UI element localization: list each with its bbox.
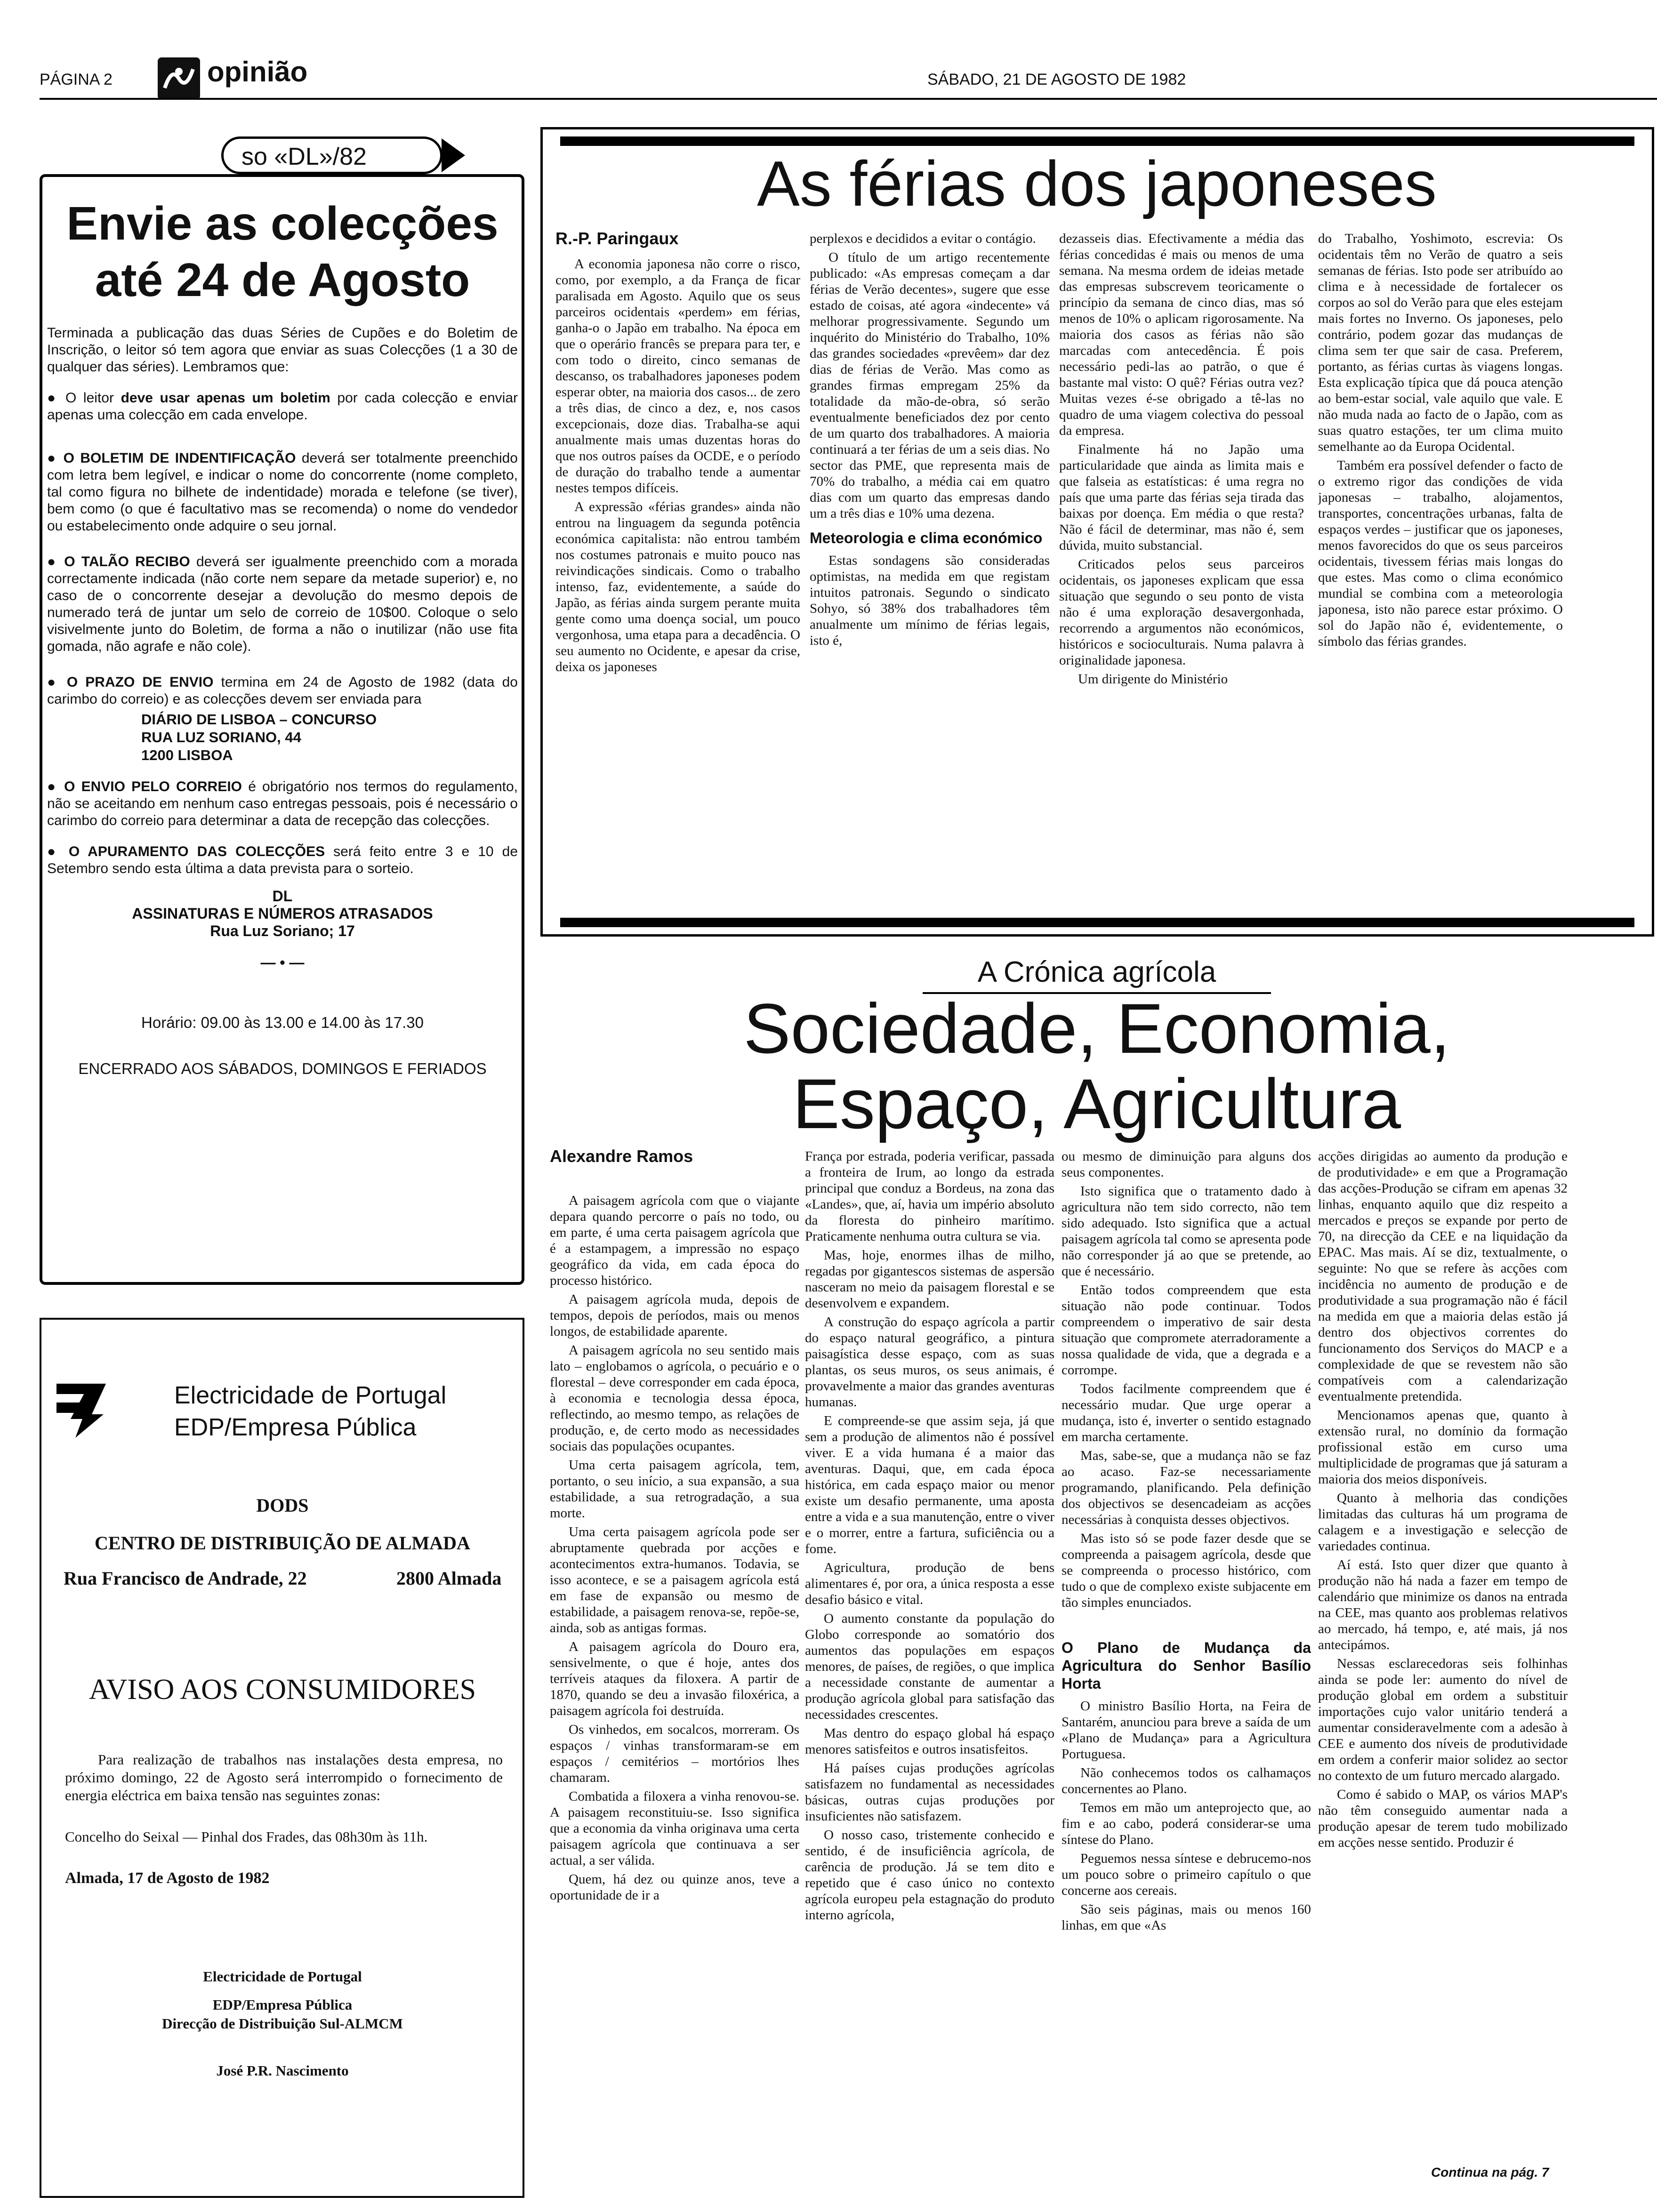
- contest-rule-2: [47, 450, 518, 535]
- edp-dods: DODS: [256, 1495, 309, 1516]
- bullet-icon: ●: [47, 390, 59, 406]
- edp-company-name: Electricidade de Portugal: [174, 1382, 447, 1409]
- rule-6-bold: O APURAMENTO DAS COLECÇÕES: [68, 844, 325, 859]
- rule-3-text: deverá ser igualmente preenchido com a morada correctamente indicada (não corte nem separe da metade superior) e, no caso de o concorrente desejar a devolução do mesmo depois de numerado terá de juntar um selo de correio de 10$00. Coloque o selo visivelmente junto do Boletim, de forma a não o inutilizar (não use fita gomada, não agrafe e não cole).: [47, 554, 518, 654]
- agri-c1-p8: Combatida a filoxera a vinha renovou-se. A paisagem reconstituiu-se. Isso significa que a economia da vinha originava uma certa paisagem agrícola que continuava a ser actual, a ser válida.: [550, 1789, 799, 1868]
- rule-1-bold: deve usar apenas um boletim: [121, 390, 330, 406]
- japan-c1-p2: A expressão «férias grandes» ainda não entrou na linguagem da segunda potência económica capitalista: não entrou também nos costumes patronais e muito pouco nas reivindicações sindicais. Como o trabalho intenso, faz, evidentemente, a saúde do Japão, as férias ainda surgem perante muita gente como uma doença social, um pouco vergonhosa, uma etapa para a decadência. O seu aumento no Ocidente, e apesar da crise, deixa os japoneses: [555, 499, 800, 674]
- edp-signature: [42, 1967, 523, 2080]
- logo-emblem-icon: [158, 57, 200, 100]
- contest-rule-6: [47, 843, 518, 877]
- contest-intro: Terminada a publicação das duas Séries de Cupões e do Boletim de Inscrição, o leitor só tem agora que enviar as suas Colecções (1 a 30 de qualquer das séries). Lembramos que:: [47, 325, 518, 375]
- contest-rule-4: [47, 674, 518, 708]
- agri-c1-p6: A paisagem agrícola do Douro era, sensivelmente, o que é hoje, antes dos terríveis ataques da filoxera. A partir de 1870, quando se deu a invasão filoxérica, a paisagem agrícola foi destruída.: [550, 1639, 799, 1718]
- rule-2-bold: O BOLETIM DE INDENTIFICAÇÃO: [63, 450, 296, 466]
- agri-c2-p9: O nosso caso, tristemente conhecido e sentido, é de insuficiência agrícola, de carência de produção. Já se tem dito e repetido que é caso único no contexto agrícola europeu pela estagnação do produto interno agrícola,: [805, 1827, 1054, 1923]
- agri-c1-p4: Uma certa paisagem agrícola, tem, portanto, o seu início, a sua expansão, a sua estabilidade, a sua retrogradação, a sua morte.: [550, 1458, 799, 1521]
- header-rule: [40, 98, 1657, 100]
- agri-kicker: A Crónica agrícola: [977, 956, 1216, 988]
- agri-c3-p5: Mas, sabe-se, que a mudança não se faz ao acaso. Faz-se necessariamente programando, planificando. Pela definição dos objectivos se desencadeiam as acções necessárias à conquista desses objectivos.: [1062, 1448, 1311, 1527]
- agri-c4-p6: Como é sabido o MAP, os vários MAP's não têm conseguido aumentar nada a produção apesar de terem tudo mobilizado em acções nesse sentido. Produzir é: [1318, 1787, 1568, 1850]
- agri-c3-p10: Peguemos nessa síntese e debrucemo-nos um pouco sobre o primeiro capítulo o que concerne aos cereais.: [1062, 1851, 1311, 1898]
- edp-lightning-icon: [54, 1379, 111, 1440]
- agri-c4-p2: Mencionamos apenas que, quanto à extensão rural, no domínio da formação profissional estão em curso uma multiplicidade de programas que já saturam a maioria dos meios disponíveis.: [1318, 1408, 1568, 1487]
- rule-1-pre: O leitor: [65, 390, 114, 406]
- agri-c4-p1: acções dirigidas ao aumento da produção e de produtividade» e em que a Programação das acções-Produção se cifram em apenas 32 linhas, enquanto aquilo que diz respeito a mercados e preços se expande por perto de 70, na direcção da CEE e na liquidação da EPAC. Mas mais. Aí se diz, textualmente, o seguinte: No que se refere às acções com incidência no aumento de produção e de produtividade a sua programação não é fácil na medida em que a maioria delas estão já dentro dos objectivos correntes do funcionamento dos Serviços do MACP e a complexidade de que se revestem não são compatíveis com a calendarização eventualmente pretendida.: [1318, 1149, 1568, 1404]
- japan-author: R.-P. Paringaux: [555, 231, 679, 248]
- agri-c3-p6: Mas isto só se pode fazer desde que se compreenda a paisagem agrícola, desde que se compreenda o processo histórico, com tudo o que de complexo existe subjacente em tão simples enunciados.: [1062, 1531, 1311, 1610]
- agri-subheading: O Plano de Mudança da Agricultura do Senhor Basílio Horta: [1062, 1639, 1311, 1692]
- agri-c3-p9: Temos em mão um anteprojecto que, ao fim e ao cabo, poderá considerar-se uma síntese do Plano.: [1062, 1800, 1311, 1847]
- edp-company-type: EDP/Empresa Pública: [174, 1414, 417, 1441]
- section-title: opinião: [207, 56, 308, 88]
- contest-rule-3: [47, 553, 518, 655]
- japan-col-4: [1318, 231, 1563, 908]
- japan-c2-p2: O título de um artigo recentemente publicado: «As empresas começam a dar férias de Verão decentes», sugere que esse estado de coisas, até agora «indecente» vá melhorar progressivamente. Segundo um inquérito do Ministério do Trabalho, 10% das grandes sociedades «prevêem» dar dez dias de férias de Verão. Mas como as grandes firmas empregam 25% da totalidade da mão-de-obra, só serão eventualmente beneficiados dez por cento de um quarto dos trabalhadores. A maioria continuará a ter férias de um a seis dias. No sector das PME, que representa mais de 70% do trabalho, a média cai em quatro dias com um quarto das empresas dando um a três dias e 10% uma dezena.: [810, 250, 1050, 521]
- japan-col-1: [555, 231, 800, 908]
- japan-c2-p1: perplexos e decididos a evitar o contágio.: [810, 231, 1036, 246]
- contest-arrow-icon: [442, 138, 465, 172]
- japan-title: As férias dos japoneses: [757, 148, 1437, 219]
- japan-bottom-rule: [560, 918, 1634, 927]
- japan-c4-p2: Também era possível defender o facto de o extremo rigor das condições de vida japonesas – trabalho, alojamentos, transportes, concentrações urbanas, falta de espaços verdes – justificar que os japoneses, menos favorecidos do que os seus parceiros ocidentais, tivessem férias mais longas do que estes. Mas como o clima económico mundial se combina com a meteorologia japonesa, isto não parece estar próximo. O sol do Japão não é, evidentemente, o símbolo das férias grandes.: [1318, 458, 1563, 649]
- contest-headline-2: até 24 de Agosto: [95, 254, 470, 306]
- japan-top-rule: [560, 136, 1634, 146]
- edp-sig-1: Electricidade de Portugal: [203, 1968, 362, 1985]
- rule-4-bold: O PRAZO DE ENVIO: [66, 674, 214, 690]
- edp-centro: CENTRO DE DISTRIBUIÇÃO DE ALMADA: [95, 1532, 470, 1554]
- bullet-icon: ●: [47, 779, 58, 794]
- japan-c1-p1: A economia japonesa não corre o risco, como, por exemplo, a da França de ficar paralisada em Agosto. Aquilo que os seus parceiros ocidentais «perdem» em férias, ganha-o o Japão em trabalho. Na época em que o operário francês se prepara para ter, e com todo o direito, cinco semanas de descanso, os trabalhadores japoneses podem esperar obter, na maioria dos casos... de zero a três dias, de cinco a dez, e, nos casos excepcionais, doze dias. Trabalha-se aqui anualmente mais umas duzentas horas do que nos outros países da OCDE, e o período de duração do trabalho tende a aumentar nestes tempos difíceis.: [555, 256, 800, 496]
- agri-c2-p4: E compreende-se que assim seja, já que sem a produção de alimentos não é possível viver. E a vida humana é a maior das aventuras. Daqui, que, em cada época histórica, em cada espaço maior ou menor existe um desafio permanente, uma aposta entre a vida e a sua manutenção, entre o viver e o morrer, entre a fartura, suficiência ou a fome.: [805, 1413, 1054, 1556]
- section-logo: [158, 57, 200, 100]
- contest-banner: [221, 136, 442, 174]
- bullet-icon: ●: [47, 450, 58, 466]
- rule-5-text: é obrigatório nos termos do regulamento, não se aceitando em nenhum caso entregas pessoais, pois é necessário o carimbo do correio para determinar a data de recepção das colecções.: [47, 779, 518, 828]
- contest-headline-1: Envie as colecções: [66, 197, 499, 250]
- agri-c4-p4: Aí está. Isto quer dizer que quanto à produção não há nada a fazer em tempo de calendário que minimize os danos na entrada na CEE, mas quanto aos problemas relativos ao mercado, há tempo, e, até mais, já nos antecipámos.: [1318, 1557, 1568, 1652]
- rule-4-text: termina em 24 de Agosto de 1982 (data do carimbo do correio) e as colecções devem ser enviada para: [47, 674, 518, 707]
- edp-notice-body: Para realização de trabalhos nas instalações desta empresa, no próximo domingo, 22 de Agosto será interrompido o fornecimento de energia eléctrica em baixa tensão nas seguintes zonas:: [65, 1751, 503, 1803]
- agri-continued: Continua na pág. 7: [1431, 2165, 1549, 2180]
- japan-c3-p4: Um dirigente do Ministério: [1078, 672, 1228, 687]
- agri-c2-p2: Mas, hoje, enormes ilhas de milho, regadas por gigantescos sistemas de aspersão nasceram no meio da paisagem florestal e se desenvolvem e expandem.: [805, 1248, 1054, 1311]
- edp-sig-2: EDP/Empresa Pública: [212, 1996, 353, 2013]
- agri-c3-p1: ou mesmo de diminuição para alguns dos seus componentes.: [1062, 1149, 1311, 1180]
- japan-subheading: Meteorologia e clima económico: [810, 529, 1043, 546]
- agri-col-1: [550, 1148, 799, 2184]
- agri-col-2: [805, 1148, 1054, 2184]
- edp-logo: [54, 1379, 111, 1440]
- page-number: PÁGINA 2: [40, 71, 113, 88]
- agri-c1-p2: A paisagem agrícola muda, depois de tempos, depois de períodos, mais ou menos longos, de estabilidade aparente.: [550, 1292, 799, 1339]
- contest-address: [141, 711, 518, 764]
- contest-dl: DL: [272, 888, 293, 905]
- agri-c3-p2: Isto significa que o tratamento dado à agricultura não tem sido correcto, não tem sido adequado. Isto significa que a actual paisagem agrícola tal como se apresenta pode não corresponder já ao que se pretende, ao que é necessário.: [1062, 1184, 1311, 1279]
- japan-c3-p1: dezasseis dias. Efectivamente a média das férias concedidas é mais ou menos de uma semana. Na mesma ordem de ideias metade das empresas subscrevem teoricamente o princípio da semana de cinco dias, mas só menos de 10% o aplicam rigorosamente. Na maioria dos casos as férias não são marcadas com antecedência. É pois necessário pedi-las ao patrão, o que é bastante mal visto: O quê? Férias outra vez? Muitas vezes é-se obrigado a tê-las no quadro de uma viagem colectiva do pessoal da empresa.: [1059, 231, 1304, 438]
- agri-c3-p3: Então todos compreendem que esta situação não pode continuar. Todos compreendem o imperativo de sair desta situação que compromete aterradoramente a nossa qualidade de vida, que a degrada e a corrompe.: [1062, 1282, 1311, 1378]
- agri-c1-p1: A paisagem agrícola com que o viajante depara quando percorre o país no todo, ou em parte, é uma certa paisagem agrícola que é a estampagem, a impressão no espaço geográfico da vida, em cada época do processo histórico.: [550, 1193, 799, 1288]
- rule-1-post: por cada colecção e enviar apenas uma colecção em cada envelope.: [47, 390, 518, 423]
- agri-c2-p7: Mas dentro do espaço global há espaço menores satisfeitos e outros insatisfeitos.: [805, 1726, 1054, 1757]
- edp-sig-3: Direcção de Distribuição Sul-ALMCM: [162, 2015, 403, 2032]
- issue-date: SÁBADO, 21 DE AGOSTO DE 1982: [927, 71, 1186, 88]
- contest-rule-1: [47, 390, 518, 424]
- contest-subscriptions: ASSINATURAS E NÚMEROS ATRASADOS: [132, 905, 433, 922]
- agri-author: Alexandre Ramos: [550, 1148, 693, 1166]
- edp-street: Rua Francisco de Andrade, 22: [64, 1568, 307, 1589]
- contest-hours: Horário: 09.00 às 13.00 e 14.00 às 17.30: [141, 1014, 424, 1031]
- agri-c3-p7: O ministro Basílio Horta, na Feira de Santarém, anunciou para breve a saída de um «Plano de Mudança» para a Agricultura Portuguesa.: [1062, 1699, 1311, 1762]
- agri-c1-p3: A paisagem agrícola no seu sentido mais lato – englobamos o agrícola, o pecuário e o florestal – deve corresponder em cada época, à economia e tecnologia dessa época, reflectindo, ao mesmo tempo, as relações de produção, e, de certo modo as necessidades sociais das populações ocupantes.: [550, 1343, 799, 1454]
- agri-c3-p11: São seis páginas, mais ou menos 160 linhas, em que «As: [1062, 1902, 1311, 1933]
- japan-col-3: [1059, 231, 1304, 908]
- agri-c1-p7: Os vinhedos, em socalcos, morreram. Os espaços / vinhas transformaram-se em espaços / cemitérios – mortórios lhes chamaram.: [550, 1722, 799, 1785]
- agri-c3-p4: Todos facilmente compreendem que é necessário mudar. Que urge operar a mudança, isto é, inverter o sentido estagnado em marcha certamente.: [1062, 1381, 1311, 1444]
- edp-notice: [65, 1751, 503, 1887]
- agri-c3-p8: Não conhecemos todos os calhamaços concernentes ao Plano.: [1062, 1765, 1311, 1796]
- bullet-icon: ●: [47, 554, 58, 569]
- japan-col-2: [810, 231, 1050, 908]
- contest-banner-label: so «DL»/82: [241, 143, 367, 170]
- agri-c1-p9: Quem, há dez ou quinze anos, teve a oportunidade de ir a: [550, 1872, 799, 1903]
- agri-col-4: [1318, 1148, 1568, 2156]
- address-line-3: 1200 LISBOA: [141, 747, 233, 763]
- agri-c2-p5: Agricultura, produção de bens alimentares é, por ora, a única resposta a esse desafio básico e vital.: [805, 1560, 1054, 1607]
- rule-2-text: deverá ser totalmente preenchido com letra bem legível, e indicar o nome do concorrente (nome completo, tal como figura no bilhete de indentidade) morada e telefone (se tiver), bem como (o que é facultativo mas se recomenda) o nome do vendedor ou estabelecimento onde adquire o seu jornal.: [47, 450, 518, 534]
- agri-c4-p3: Quanto à melhoria das condições limitadas das culturas há um programa de calagem e a investigação e selecção de variedades continua.: [1318, 1491, 1568, 1554]
- edp-zip: 2800 Almada: [396, 1568, 502, 1589]
- rule-3-bold: O TALÃO RECIBO: [64, 554, 190, 569]
- edp-notice-zone: Concelho do Seixal — Pinhal dos Frades, das 08h30m às 11h.: [65, 1828, 428, 1845]
- japan-c3-p3: Criticados pelos seus parceiros ocidentais, os japoneses explicam que essa situação que segundo o seu ponto de vista não é uma exploração desavergonhada, recorrendo a argumentos não económicos, históricos e socioculturais. Numa palavra à originalidade japonesa.: [1059, 557, 1304, 668]
- contest-closed: ENCERRADO AOS SÁBADOS, DOMINGOS E FERIADOS: [78, 1060, 487, 1077]
- japan-c2-p3: Estas sondagens são consideradas optimistas, na medida em que registam intuitos patronais. Segundo o sindicato Sohyo, só 38% dos trabalhadores têm anualmente um mínimo de férias legais, isto é,: [810, 553, 1050, 648]
- japan-c4-p1: do Trabalho, Yoshimoto, escrevia: Os ocidentais têm no Verão de quatro a seis semanas de férias. Isto pode ser atribuído ao clima e à necessidade de fortalecer os corpos ao sol do Verão para que eles estejam mais fortes no Inverno. Os japoneses, pelo contrário, podem gozar das mudanças de clima sem ter que sair de casa. Preferem, portanto, as férias curtas às viagens longas. Esta explicação típica que dá pouca atenção ao bem-estar social, vale aquilo que vale. E não muda nada ao facto de o Japão, com as suas quatro estações, ter um clima muito semelhante ao da Europa Ocidental.: [1318, 231, 1563, 454]
- address-line-1: DIÁRIO DE LISBOA – CONCURSO: [141, 711, 377, 728]
- agri-c4-p5: Nessas esclarecedoras seis folhinhas ainda se pode ler: aumento do nível de produção global em ordem a substituir importações cujo valor unitário tenderá a aumentar consideravelmente com a adesão à CEE e aumento dos níveis de produtividade em ordem a conferir maior solidez ao sector no contexto de um futuro mercado alargado.: [1318, 1656, 1568, 1783]
- agri-c2-p1: França por estrada, poderia verificar, passada a fronteira de Irum, ao longo da estrada principal que conduz a Bordeus, na zona das «Landes», que, aí, havia um império absoluto da floresta do pinheiro marítimo. Praticamente nenhuma outra cultura se via.: [805, 1149, 1054, 1244]
- agri-col-3: [1062, 1148, 1311, 2184]
- agri-c1-p5: Uma certa paisagem agrícola pode ser abruptamente quebrada por acções e acontecimentos extra-humanos. Todavia, se isso acontece, e se a paisagem agrícola está em fase de expansão ou mesmo de estabilidade, a paisagem renova-se, repõe-se, ainda, sob as antigas formas.: [550, 1524, 799, 1635]
- rule-5-bold: O ENVIO PELO CORREIO: [64, 779, 242, 794]
- agri-title-1: Sociedade, Economia,: [743, 989, 1450, 1068]
- edp-notice-date: Almada, 17 de Agosto de 1982: [65, 1869, 270, 1887]
- edp-aviso: AVISO AOS CONSUMIDORES: [88, 1674, 476, 1706]
- contest-rules: [47, 325, 518, 1078]
- bullet-icon: ●: [47, 844, 60, 859]
- japan-c3-p2: Finalmente há no Japão uma particularidade que ainda as limita mais e que falseia as estatísticas: é uma regra no país que uma parte das férias seja tirada das baixas por doença. Em média o que resta? Não é fácil de determinar, mas não é, sem dúvida, muito substancial.: [1059, 442, 1304, 553]
- agri-c2-p3: A construção do espaço agrícola a partir do espaço natural geográfico, a pintura paisagística desse espaço, com as suas plantas, os seus muros, os seus animais, é provavelmente a maior das grandes aventuras humanas.: [805, 1314, 1054, 1410]
- rule-6-text: será feito entre 3 e 10 de Setembro sendo esta última a data prevista para o sorteio.: [47, 844, 518, 876]
- contest-divider: — • —: [260, 954, 305, 971]
- contest-rule-5: [47, 778, 518, 829]
- contest-subscriptions-address: Rua Luz Soriano; 17: [210, 922, 355, 939]
- agri-c2-p8: Há países cujas produções agrícolas satisfazem no fundamental as necessidades básicas, outras cujas produções por insuficientes não satisfazem.: [805, 1761, 1054, 1824]
- agri-title-2: Espaço, Agricultura: [792, 1064, 1401, 1143]
- address-line-2: RUA LUZ SORIANO, 44: [141, 729, 301, 745]
- edp-sig-4: José P.R. Nascimento: [216, 2062, 349, 2079]
- agri-c2-p6: O aumento constante da população do Globo corresponde ao somatório dos aumentos das populações em espaços menores, de países, de regiões, o que implica a necessidade constante de aumentar a produção agrícola global para satisfação das necessidades crescentes.: [805, 1611, 1054, 1722]
- bullet-icon: ●: [47, 674, 59, 690]
